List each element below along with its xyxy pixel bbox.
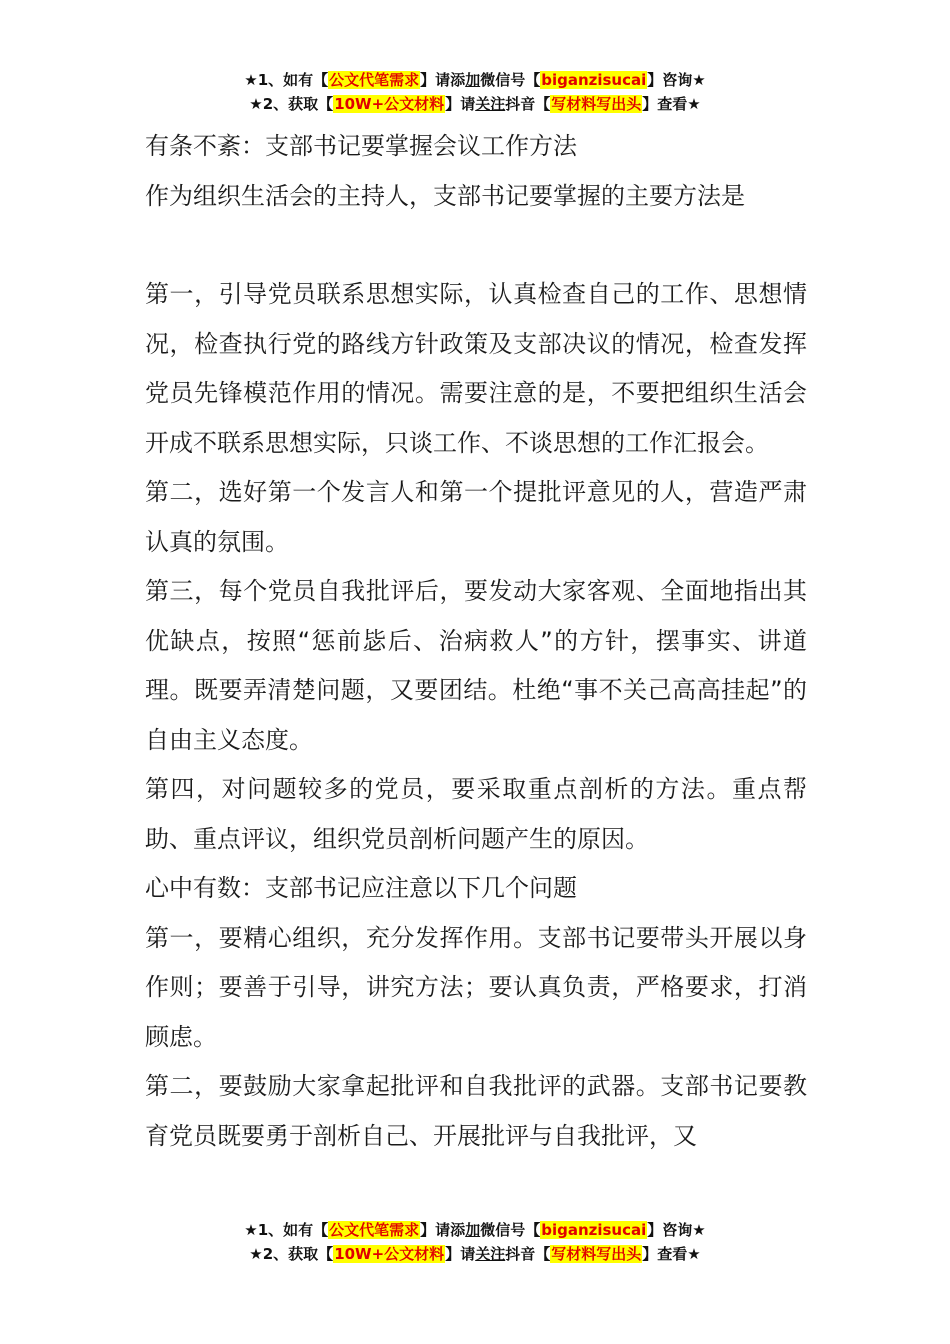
paragraph-5: 第一，要精心组织，充分发挥作用。支部书记要带头开展以身作则；要善于引导，讲究方法；要认真负责，严格要求，打消顾虑。: [145, 923, 807, 1051]
promo-line-2-suffix: 】查看★: [642, 95, 701, 113]
promo-line-2-mid1: 】请: [445, 1245, 476, 1263]
promo-line-2-prefix: ★2、获取【: [249, 95, 334, 113]
promo-line-1-mid1: 】请添: [420, 1221, 466, 1239]
bottom-promo-banner: [0, 1218, 950, 1266]
promo-line-2-mid2: 抖音【: [505, 1245, 551, 1263]
promo-line-2-prefix: ★2、获取【: [249, 1245, 334, 1263]
promo-line-1-prefix: ★1、如有【: [244, 71, 329, 89]
section-heading-2: 心中有数：支部书记应注意以下几个问题: [145, 874, 577, 902]
paragraph-6: 第二，要鼓励大家拿起批评和自我批评的武器。支部书记要教育党员既要勇于剖析自己、开展批评与自我批评，又: [145, 1072, 807, 1150]
paragraph-4: 第四，对问题较多的党员，要采取重点剖析的方法。重点帮助、重点评议，组织党员剖析问题产生的原因。: [145, 775, 807, 853]
intro-paragraph: 作为组织生活会的主持人，支部书记要掌握的主要方法是: [145, 181, 745, 210]
promo-line-1-highlight-wechat: biganzisucai: [541, 1221, 647, 1239]
promo-line-2: [0, 92, 950, 116]
paragraph-1: 第一，引导党员联系思想实际，认真检查自己的工作、思想情况，检查执行党的路线方针政策及支部决议的情况，检查发挥党员先锋模范作用的情况。需要注意的是，不要把组织生活会开成不联系思想实际，只谈工作、不谈思想的工作汇报会。: [145, 280, 807, 457]
promo-line-1: [0, 1218, 950, 1242]
promo-line-1-suffix: 】咨询★: [647, 1221, 706, 1239]
promo-line-1-mid2: 微信号【: [480, 1221, 541, 1239]
promo-line-2-mid1: 】请: [445, 95, 476, 113]
paragraph-2: 第二，选好第一个发言人和第一个提批评意见的人，营造严肃认真的氛围。: [145, 478, 807, 556]
promo-line-1-suffix: 】咨询★: [647, 71, 706, 89]
blank-line: [145, 221, 807, 270]
promo-line-2-suffix: 】查看★: [642, 1245, 701, 1263]
promo-line-1-highlight-wechat: biganzisucai: [541, 71, 647, 89]
section-heading-1: 有条不紊：支部书记要掌握会议工作方法: [145, 132, 577, 160]
promo-line-2-underline: 关注: [475, 95, 506, 113]
promo-line-1-underline: 加: [465, 1221, 481, 1239]
promo-line-2-mid2: 抖音【: [505, 95, 551, 113]
promo-line-1-underline: 加: [465, 71, 481, 89]
promo-line-1-highlight-service: 公文代笔需求: [329, 71, 420, 89]
document-body: [145, 122, 807, 1161]
promo-line-1-mid2: 微信号【: [480, 71, 541, 89]
promo-line-2-underline: 关注: [475, 1245, 506, 1263]
paragraph-3: 第三，每个党员自我批评后，要发动大家客观、全面地指出其优缺点，按照“惩前毖后、治病救人”的方针，摆事实、讲道理。既要弄清楚问题，又要团结。杜绝“事不关己高高挂起”的自由主义态度。: [145, 577, 807, 754]
promo-line-1-highlight-service: 公文代笔需求: [329, 1221, 420, 1239]
promo-line-1-prefix: ★1、如有【: [244, 1221, 329, 1239]
promo-line-1-mid1: 】请添: [420, 71, 466, 89]
promo-line-2-highlight-douyin: 写材料写出头: [551, 1245, 642, 1263]
promo-line-2-highlight-materials: 10W+公文材料: [334, 95, 445, 113]
promo-line-2-highlight-materials: 10W+公文材料: [334, 1245, 445, 1263]
promo-line-1: [0, 68, 950, 92]
promo-line-2-highlight-douyin: 写材料写出头: [551, 95, 642, 113]
promo-line-2: [0, 1242, 950, 1266]
top-promo-banner: [0, 68, 950, 116]
